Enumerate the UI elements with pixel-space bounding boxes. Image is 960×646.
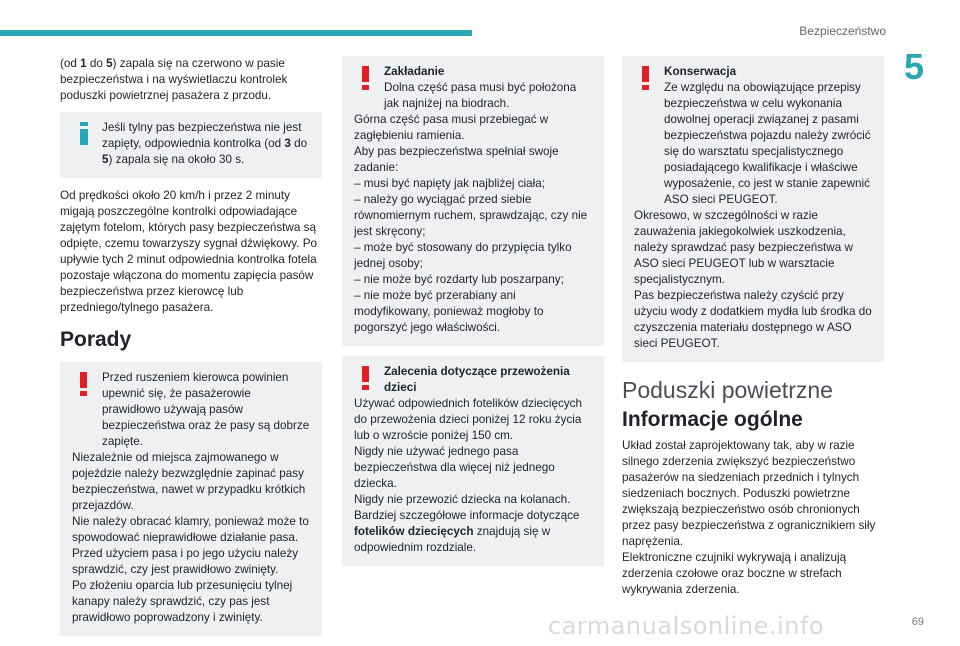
warning-box-zakladanie bbox=[342, 56, 604, 346]
column-2 bbox=[342, 56, 604, 576]
box-line: Nigdy nie przewozić dziecka na kolanach. bbox=[354, 493, 571, 506]
box-line: Pas bezpieczeństwa należy czyścić przy użyciu wody z dodatkiem mydła lub środka do czyszczenia materiału dostępnego w ASO sieci PEUGEOT. bbox=[634, 289, 872, 350]
box-line: Górna część pasa musi przebiegać w zagłębieniu ramienia. bbox=[354, 113, 549, 142]
warning-box-dzieci bbox=[342, 356, 604, 566]
box-line: Bardziej szczegółowe informacje dotyczące fotelików dziecięcych znajdują się w odpowiednim rozdziale. bbox=[354, 509, 580, 554]
warning-box-konserwacja bbox=[622, 56, 884, 362]
warning-line: Przed użyciem pasa i po jego użyciu należy sprawdzić, czy jest prawidłowo zwinięty. bbox=[72, 547, 299, 576]
box-line: – nie może być rozdarty lub poszarpany; bbox=[354, 273, 564, 286]
warning-line: Po złożeniu oparcia lub przesunięciu tylnej kanapy należy sprawdzić, czy pas jest prawidłowo poprowadzony i zwinięty. bbox=[72, 579, 293, 624]
warning-box-porady bbox=[60, 362, 322, 636]
box-line: – może być stosowany do przypięcia tylko jednej osoby; bbox=[354, 241, 572, 270]
watermark: carmanualsonline.info bbox=[548, 612, 825, 640]
box-line: – należy go wyciągać przed siebie równomiernym ruchem, sprawdzając, czy nie jest skręcony; bbox=[354, 193, 588, 238]
box-title: Konserwacja bbox=[664, 65, 737, 78]
header-accent-bar bbox=[0, 30, 472, 36]
box-line: Używać odpowiednich fotelików dziecięcych do przewożenia dzieci poniżej 12 roku życia lub o wzroście poniżej 150 cm. bbox=[354, 397, 583, 442]
heading-informacje: Informacje ogólne bbox=[622, 408, 803, 431]
section-title: Bezpieczeństwo bbox=[799, 24, 886, 38]
box-line: Nigdy nie używać jednego pasa bezpieczeństwa dla więcej niż jednego dziecka. bbox=[354, 445, 555, 490]
box-line: Okresowo, w szczególności w razie zauważenia jakiegokolwiek uszkodzenia, należy sprawdzać pasy bezpieczeństwa w ASO sieci PEUGEOT lub w warsztacie specjalistycznym. bbox=[634, 209, 853, 286]
heading-porady: Porady bbox=[60, 328, 132, 351]
box-title: Zalecenia dotyczące przewożenia dzieci bbox=[384, 365, 570, 394]
airbag-paragraph: Układ został zaprojektowany tak, aby w razie silnego zderzenia zwiększyć bezpieczeństwo pasażerów na siedzeniach przednich i tylnych siedzeniach bocznych. Poduszki powietrzne zwiększają bezpieczeństwo osób chronionych przez pasy bezpieczeństwa z ogranicznikiem siły naprężenia. bbox=[622, 439, 876, 548]
intro-paragraph: (od 1 do 5) zapala się na czerwono w pasie bezpieczeństwa i na wyświetlaczu kontrolek poduszki powietrznej pasażera z przodu. bbox=[60, 57, 288, 102]
warning-line: Przed ruszeniem kierowca powinien upewnić się, że pasażerowie prawidłowo używają pasów bezpieczeństwa oraz że pasy są dobrze zapięte. bbox=[102, 371, 310, 448]
warning-icon bbox=[638, 66, 649, 90]
warning-icon bbox=[358, 66, 369, 90]
seatbelt-warning-paragraph: Od prędkości około 20 km/h i przez 2 minuty migają poszczególne kontrolki odpowiadające zajętym fotelom, których pasy bezpieczeństwa są odpięte, czemu towarzyszy sygnał dźwiękowy. Po upływie tych 2 minut odpowiednia kontrolka fotela pozostaje włączona do momentu zapięcia pasów bezpieczeństwa przez kierowcę lub przedniego/tylnego pasażera. bbox=[60, 189, 318, 314]
column-1 bbox=[60, 56, 322, 646]
box-line: – nie może być przerabiany ani modyfikowany, ponieważ mogłoby to pogorszyć jego właściwości. bbox=[354, 289, 544, 334]
warning-line: Nie należy obracać klamry, ponieważ może to spowodować nieprawidłowe działanie pasa. bbox=[72, 515, 309, 544]
box-line: Dolna część pasa musi być położona jak najniżej na biodrach. bbox=[384, 81, 577, 110]
info-icon bbox=[76, 122, 88, 145]
heading-poduszki: Poduszki powietrzne bbox=[622, 377, 833, 403]
box-title: Zakładanie bbox=[384, 65, 445, 78]
info-box: Jeśli tylny pas bezpieczeństwa nie jest zapięty, odpowiednia kontrolka (od 3 do 5) zapala się na około 30 s. bbox=[60, 112, 322, 178]
box-line: Ze względu na obowiązujące przepisy bezpieczeństwa w celu wykonania dowolnej operacji związanej z pasami bezpieczeństwa pojazdu należy zwrócić się do warsztatu specjalistycznego posiadającego kwalifikacje i właściwe wyposażenie, co jest w stanie zapewnić ASO sieci PEUGEOT. bbox=[664, 81, 871, 206]
page-number: 69 bbox=[911, 616, 924, 628]
chapter-number: 5 bbox=[904, 46, 925, 87]
airbag-paragraph: Elektroniczne czujniki wykrywają i analizują zderzenia czołowe oraz boczne w strefach wykrywania zderzenia. bbox=[622, 551, 847, 596]
warning-line: Niezależnie od miejsca zajmowanego w pojeździe należy bezwzględnie zapinać pasy bezpieczeństwa, nawet w przypadku krótkich przejazdów. bbox=[72, 451, 306, 512]
warning-icon bbox=[358, 366, 369, 390]
box-line: – musi być napięty jak najbliżej ciała; bbox=[354, 177, 545, 190]
box-line: Aby pas bezpieczeństwa spełniał swoje zadanie: bbox=[354, 145, 559, 174]
column-3 bbox=[622, 56, 884, 598]
warning-icon bbox=[76, 372, 87, 396]
